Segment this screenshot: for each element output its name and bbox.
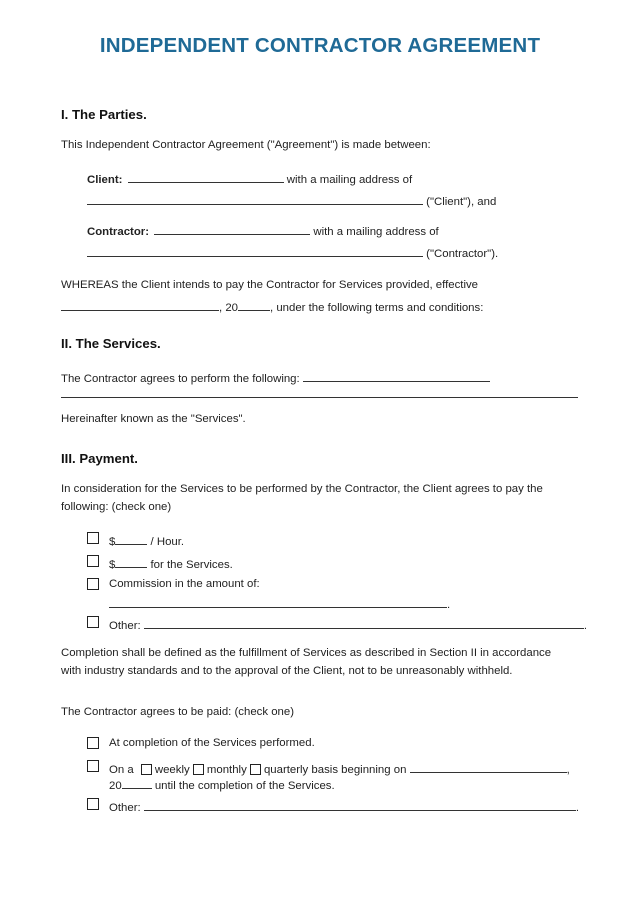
contractor-suffix: ("Contractor"). — [426, 248, 499, 260]
client-label: Client: — [87, 174, 123, 186]
commission-amount-row — [109, 596, 450, 611]
payment-consideration-line1: In consideration for the Services to be performed by the Contractor, the Client agrees to pay the — [61, 483, 543, 495]
quarterly-label: quarterly basis beginning on — [263, 764, 407, 776]
checkbox-quarterly[interactable] — [250, 764, 261, 775]
checkbox-flat-fee[interactable] — [87, 555, 99, 567]
weekly-label: weekly — [154, 764, 190, 776]
periodic-year-field[interactable] — [122, 777, 152, 789]
effective-date-field[interactable] — [61, 299, 219, 311]
checkbox-hourly[interactable] — [87, 532, 99, 544]
periodic-comma: , — [566, 764, 570, 776]
effective-year-field[interactable] — [238, 299, 270, 311]
client-address-row — [87, 193, 496, 208]
contractor-label: Contractor: — [87, 226, 150, 238]
section-heading-parties: I. The Parties. — [61, 107, 147, 122]
services-perform-text: The Contractor agrees to perform the following: — [61, 373, 300, 385]
periodic-start-date-field[interactable] — [410, 761, 567, 773]
periodic-line2-suffix: until the completion of the Services. — [154, 780, 335, 792]
document-title: INDEPENDENT CONTRACTOR AGREEMENT — [99, 34, 541, 57]
section-heading-payment: III. Payment. — [61, 451, 138, 466]
other-payment-field[interactable] — [144, 617, 584, 629]
contractor-row — [87, 223, 439, 238]
checkbox-commission[interactable] — [87, 578, 99, 590]
paid-other-field[interactable] — [144, 799, 576, 811]
flat-fee-dollar: $ — [109, 559, 116, 571]
option-flat-fee — [109, 556, 233, 571]
option-other-payment — [109, 617, 587, 632]
services-hereinafter: Hereinafter known as the "Services". — [61, 413, 246, 425]
checkbox-monthly[interactable] — [193, 764, 204, 775]
periodic-year-prefix: 20 — [109, 780, 122, 792]
paid-intro: The Contractor agrees to be paid: (check one) — [61, 706, 295, 718]
checkbox-paid-completion[interactable] — [87, 737, 99, 749]
paid-other-label: Other: — [109, 802, 141, 814]
completion-line1: Completion shall be defined as the fulfillment of Services as described in Section II in accordance — [61, 647, 552, 659]
completion-line2: with industry standards and to the approval of the Client, not to be unreasonably withheld. — [61, 665, 513, 677]
monthly-label: monthly — [206, 764, 247, 776]
flat-fee-suffix: for the Services. — [150, 559, 233, 571]
option-hourly — [109, 533, 184, 548]
section-heading-services: II. The Services. — [61, 336, 161, 351]
services-field-2[interactable] — [61, 397, 578, 398]
whereas-year-prefix: , 20 — [219, 302, 238, 314]
contractor-mailing-text: with a mailing address of — [313, 226, 439, 238]
services-field-1[interactable] — [303, 370, 490, 382]
other-payment-period: . — [583, 620, 587, 632]
client-address-field[interactable] — [87, 193, 423, 205]
checkbox-weekly[interactable] — [141, 764, 152, 775]
client-name-field[interactable] — [128, 171, 284, 183]
client-mailing-text: with a mailing address of — [286, 174, 413, 186]
client-suffix: ("Client"), and — [426, 196, 497, 208]
parties-intro: This Independent Contractor Agreement ("Agreement") is made between: — [61, 139, 431, 151]
contractor-address-row — [87, 245, 498, 260]
whereas-line1: WHEREAS the Client intends to pay the Contractor for Services provided, effective — [61, 279, 479, 291]
whereas-end: , under the following terms and conditions: — [270, 302, 484, 314]
commission-period: . — [447, 599, 451, 611]
contractor-address-field[interactable] — [87, 245, 423, 257]
contractor-name-field[interactable] — [154, 223, 310, 235]
hourly-rate-field[interactable] — [115, 533, 147, 545]
checkbox-paid-other[interactable] — [87, 798, 99, 810]
paid-option-periodic-line2 — [109, 777, 335, 792]
hourly-suffix: / Hour. — [150, 536, 185, 548]
client-row — [87, 171, 412, 186]
paid-option-other — [109, 799, 579, 814]
payment-consideration-line2: following: (check one) — [61, 501, 172, 513]
paid-option-periodic — [109, 761, 570, 776]
checkbox-other-payment[interactable] — [87, 616, 99, 628]
option-commission: Commission in the amount of: — [109, 578, 260, 590]
other-payment-label: Other: — [109, 620, 141, 632]
flat-fee-field[interactable] — [115, 556, 147, 568]
hourly-dollar: $ — [109, 536, 116, 548]
whereas-line2 — [61, 299, 483, 314]
checkbox-paid-periodic[interactable] — [87, 760, 99, 772]
services-perform-row — [61, 370, 490, 385]
periodic-prefix: On a — [109, 764, 134, 776]
paid-other-period: . — [575, 802, 579, 814]
paid-option-completion: At completion of the Services performed. — [109, 737, 315, 749]
commission-amount-field[interactable] — [109, 596, 447, 608]
